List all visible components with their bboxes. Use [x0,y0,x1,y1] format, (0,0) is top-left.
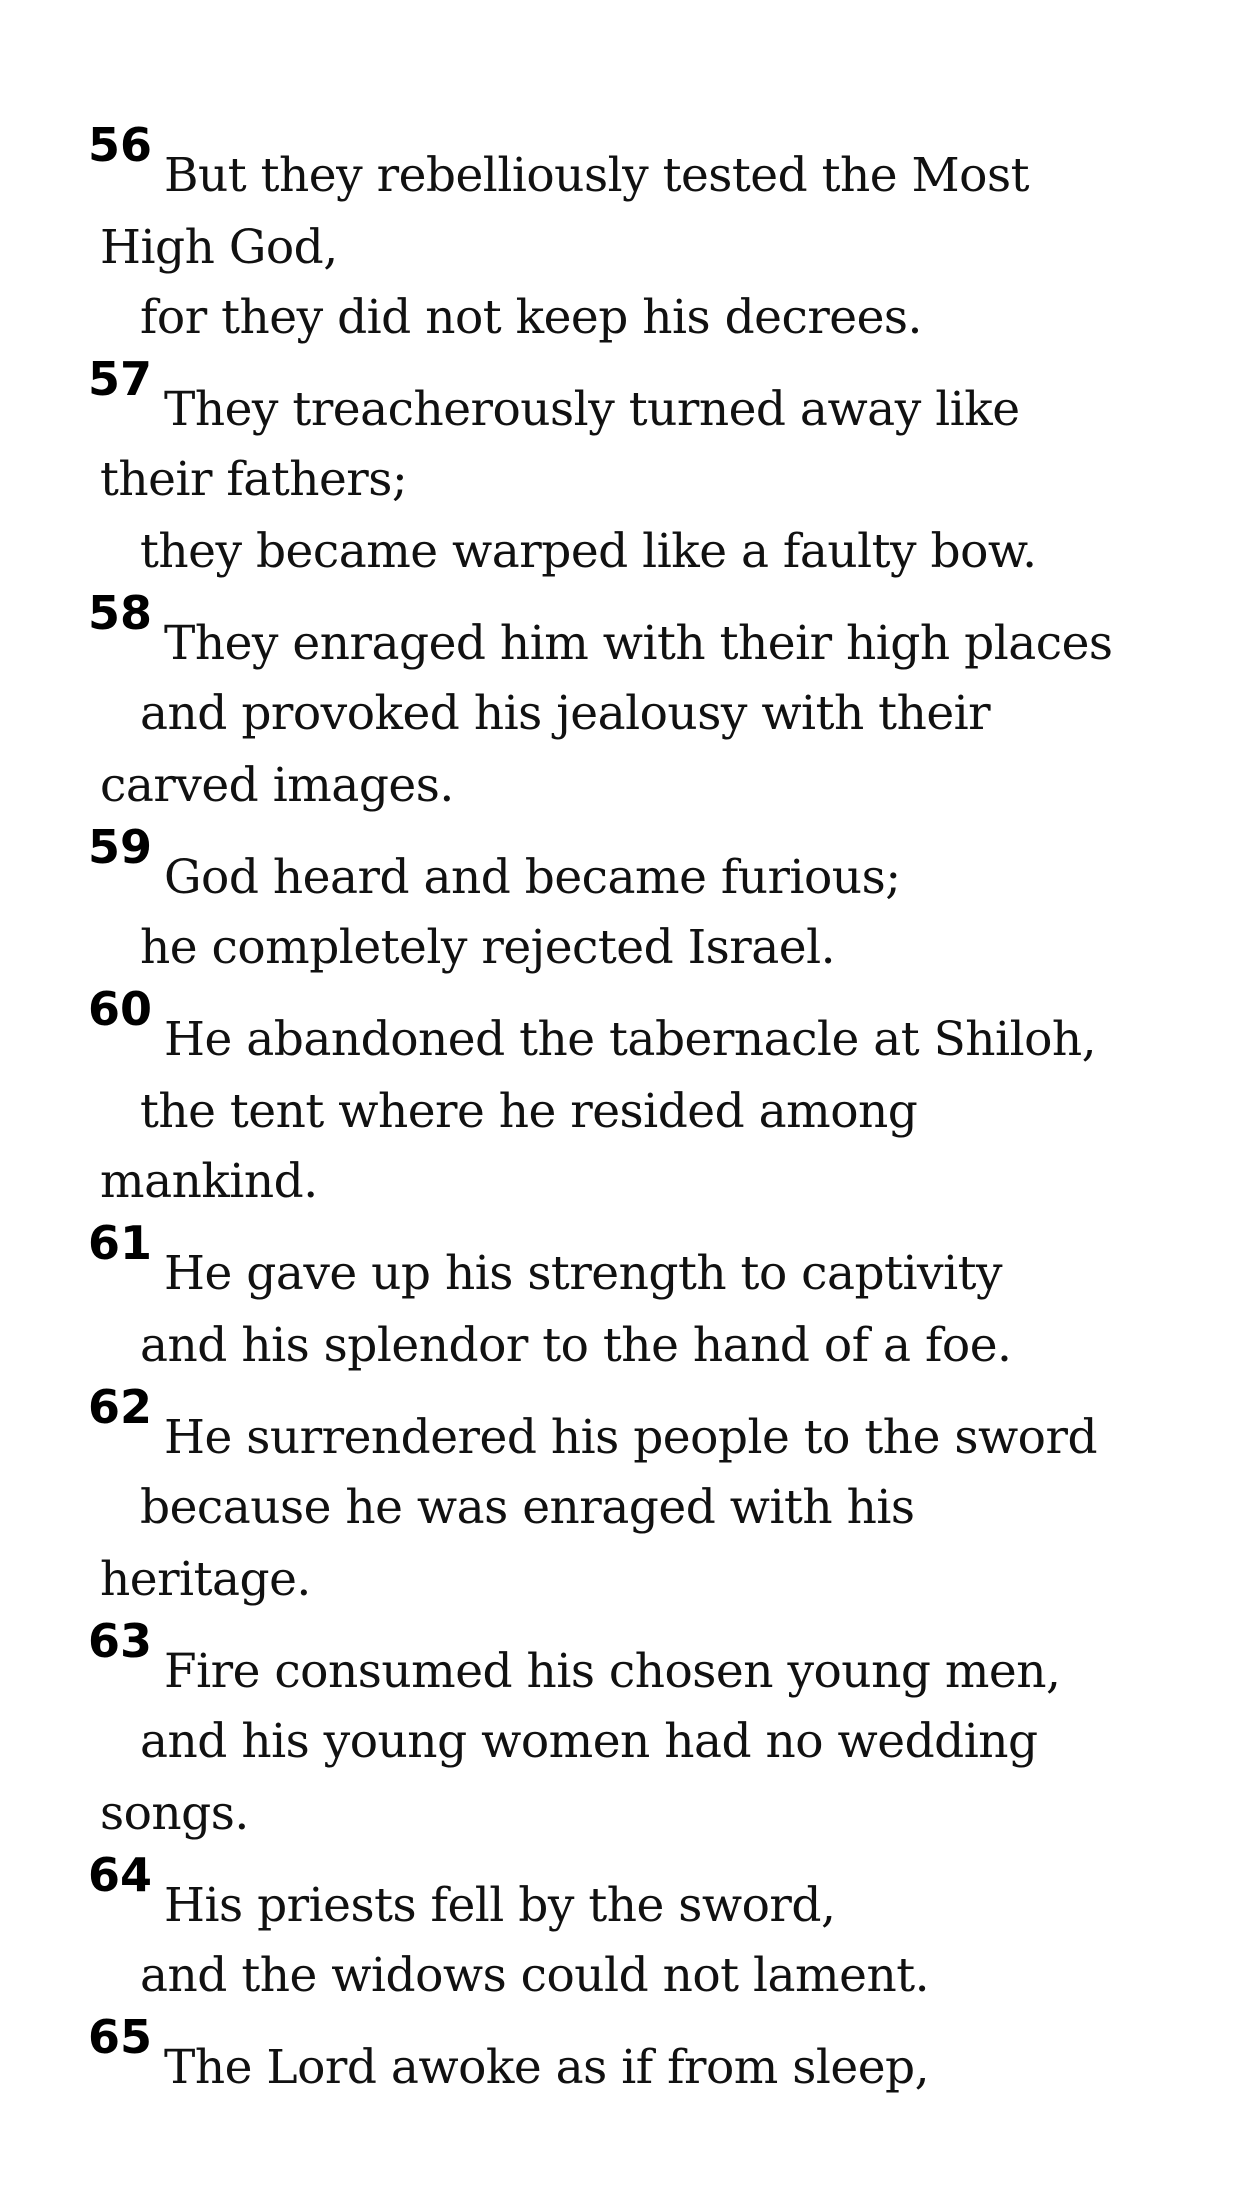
verse-number: 60 [88,982,153,1036]
verse-number: 62 [88,1380,153,1434]
verse-line: carved images. [100,758,454,813]
verse-line: and the widows could not lament. [140,1948,930,2003]
verse-line: the tent where he resided among [140,1084,918,1139]
verse-number: 64 [88,1848,153,1902]
verse-number: 56 [88,118,153,172]
verse-line: Fire consumed his chosen young men, [164,1644,1061,1699]
verse-number: 65 [88,2010,153,2064]
verse-line: songs. [100,1786,249,1841]
verse-line: He surrendered his people to the sword [164,1410,1098,1465]
verse-line: High God, [100,220,338,275]
verse-line: and provoked his jealousy with their [140,686,991,741]
verse-line: their fathers; [100,452,408,507]
verse-line: God heard and became furious; [164,850,901,905]
verse-line: mankind. [100,1154,318,1209]
verse-number: 58 [88,586,153,640]
verse-line: because he was enraged with his [140,1480,915,1535]
verse-line: for they did not keep his decrees. [140,290,922,345]
verse-number: 57 [88,352,153,406]
verse-line: and his young women had no wedding [140,1714,1038,1769]
verse-line: They treacherously turned away like [164,382,1020,437]
verse-line: They enraged him with their high places [164,616,1113,671]
verse-line: they became warped like a faulty bow. [140,524,1037,579]
verse-number: 61 [88,1216,153,1270]
verse-line: He abandoned the tabernacle at Shiloh, [164,1012,1097,1067]
verse-line: and his splendor to the hand of a foe. [140,1318,1012,1373]
verse-line: he completely rejected Israel. [140,920,836,975]
verse-line: But they rebelliously tested the Most [164,148,1029,203]
verse-line: He gave up his strength to captivity [164,1246,1003,1301]
verse-number: 63 [88,1614,153,1668]
verse-line: The Lord awoke as if from sleep, [164,2040,930,2095]
verse-line: heritage. [100,1552,311,1607]
verse-line: His priests fell by the sword, [164,1878,836,1933]
verse-number: 59 [88,820,153,874]
